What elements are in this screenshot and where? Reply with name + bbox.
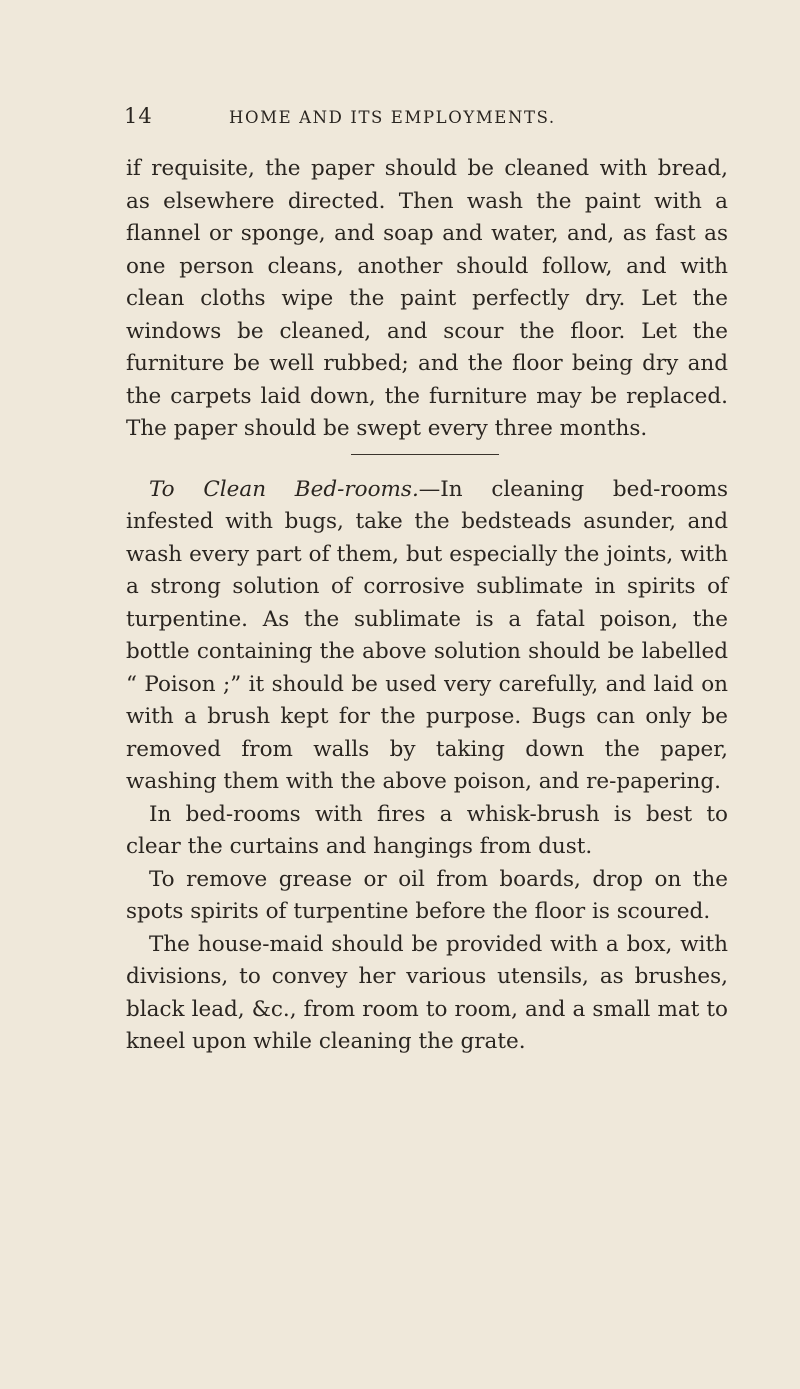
running-head: HOME AND ITS EMPLOYMENTS. xyxy=(229,108,556,127)
paragraph-2 xyxy=(126,474,728,799)
page-number: 14 xyxy=(124,104,153,128)
section-divider xyxy=(351,454,499,455)
section-heading: To Clean Bed-rooms. xyxy=(149,476,419,502)
paragraph-1: if requisite, the paper should be cleaned with bread, as elsewhere directed. Then wash the paint with a flannel or sponge, and soap and water, and, as fast as one person cleans, another should follow, and with clean cloths wipe the paint perfectly dry. Let the windows be cleaned, and scour the floor. Let the furniture be well rubbed; and the floor being dry and the carpets laid down, the furniture may be replaced. The paper should be swept every three months. xyxy=(126,156,728,441)
paragraph-4: To remove grease or oil from boards, drop on the spots spirits of turpentine before the floor is scoured. xyxy=(126,866,728,924)
page-header xyxy=(124,104,734,134)
paragraph-3: In bed-rooms with fires a whisk-brush is best to clear the curtains and hangings from dust. xyxy=(126,801,728,859)
paragraph-2-body: —In cleaning bed-rooms infested with bugs, take the bedsteads asunder, and wash every part of them, but especially the joints, with a strong solution of corrosive sublimate in spirits of turpentine. As the sublimate is a fatal poison, the bottle containing the above solution should be labelled “ Poison ;” it should be used very carefully, and laid on with a brush kept for the purpose. Bugs can only be removed from walls by taking down the paper, washing them with the above poison, and re-papering. xyxy=(126,476,728,794)
section-divider-wrap xyxy=(126,446,728,474)
body-text xyxy=(126,153,728,1059)
paragraph-5: The house-maid should be provided with a box, with divisions, to convey her various utensils, as brushes, black lead, &c., from room to room, and a small mat to kneel upon while cleaning the grate. xyxy=(126,931,728,1054)
